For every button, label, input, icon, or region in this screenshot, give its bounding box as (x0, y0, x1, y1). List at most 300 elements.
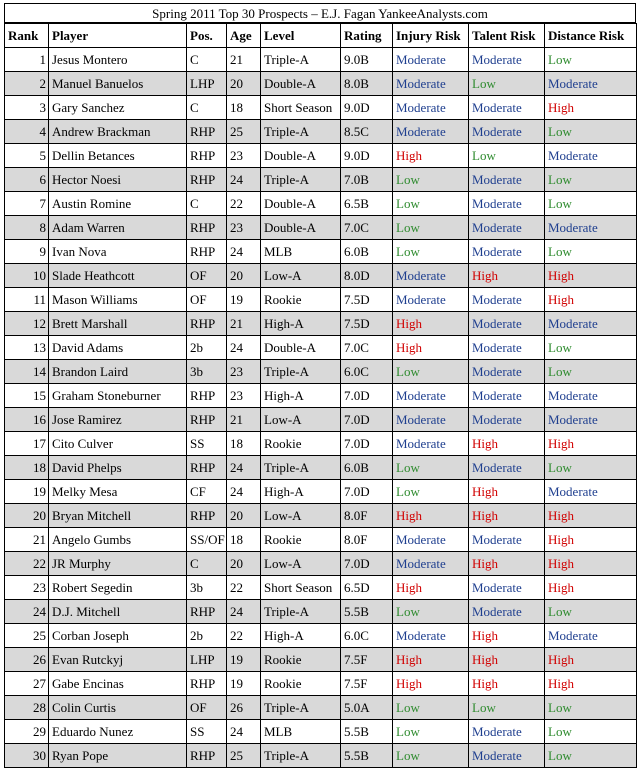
distance-risk-cell: Low (545, 720, 637, 744)
rank-cell: 21 (5, 528, 49, 552)
level-cell: High-A (261, 480, 341, 504)
rank-cell: 30 (5, 744, 49, 768)
distance-risk-cell: Low (545, 360, 637, 384)
position-cell: LHP (187, 72, 227, 96)
level-cell: Double-A (261, 192, 341, 216)
level-cell: Low-A (261, 504, 341, 528)
player-cell: Graham Stoneburner (49, 384, 187, 408)
level-cell: Low-A (261, 408, 341, 432)
position-cell: RHP (187, 672, 227, 696)
injury-risk-cell: Low (393, 360, 469, 384)
level-cell: MLB (261, 240, 341, 264)
table-row (5, 552, 637, 576)
position-cell: CF (187, 480, 227, 504)
rating-cell: 7.0D (341, 408, 393, 432)
rating-cell: 7.0C (341, 336, 393, 360)
distance-risk-cell: Low (545, 120, 637, 144)
age-cell: 20 (227, 504, 261, 528)
distance-risk-cell: High (545, 264, 637, 288)
level-cell: Short Season (261, 576, 341, 600)
age-cell: 24 (227, 720, 261, 744)
distance-risk-cell: Moderate (545, 480, 637, 504)
rating-cell: 5.5B (341, 720, 393, 744)
position-cell: LHP (187, 648, 227, 672)
player-cell: Bryan Mitchell (49, 504, 187, 528)
rank-cell: 20 (5, 504, 49, 528)
rating-cell: 5.5B (341, 744, 393, 768)
rating-cell: 7.5D (341, 288, 393, 312)
talent-risk-cell: Moderate (469, 360, 545, 384)
position-cell: 2b (187, 624, 227, 648)
table-row (5, 72, 637, 96)
position-cell: C (187, 192, 227, 216)
rating-cell: 8.0D (341, 264, 393, 288)
injury-risk-cell: Low (393, 696, 469, 720)
talent-risk-cell: Low (469, 144, 545, 168)
injury-risk-cell: Low (393, 744, 469, 768)
talent-risk-cell: Moderate (469, 288, 545, 312)
level-cell: Low-A (261, 264, 341, 288)
injury-risk-cell: High (393, 504, 469, 528)
distance-risk-cell: High (545, 432, 637, 456)
talent-risk-cell: Moderate (469, 744, 545, 768)
table-row (5, 360, 637, 384)
player-cell: Brandon Laird (49, 360, 187, 384)
rating-cell: 9.0B (341, 48, 393, 72)
player-cell: D.J. Mitchell (49, 600, 187, 624)
table-body (5, 48, 637, 768)
rating-cell: 7.0B (341, 168, 393, 192)
rating-cell: 9.0D (341, 144, 393, 168)
table-row (5, 264, 637, 288)
player-cell: Austin Romine (49, 192, 187, 216)
player-cell: David Phelps (49, 456, 187, 480)
player-cell: Angelo Gumbs (49, 528, 187, 552)
distance-risk-cell: Moderate (545, 384, 637, 408)
age-cell: 22 (227, 576, 261, 600)
level-cell: Rookie (261, 672, 341, 696)
rating-cell: 7.5F (341, 672, 393, 696)
injury-risk-cell: Low (393, 720, 469, 744)
position-cell: RHP (187, 168, 227, 192)
level-cell: Short Season (261, 96, 341, 120)
level-cell: Double-A (261, 336, 341, 360)
player-cell: Dellin Betances (49, 144, 187, 168)
age-cell: 24 (227, 600, 261, 624)
distance-risk-cell: Moderate (545, 72, 637, 96)
rating-cell: 7.0C (341, 216, 393, 240)
distance-risk-cell: High (545, 96, 637, 120)
rank-cell: 29 (5, 720, 49, 744)
position-cell: C (187, 48, 227, 72)
header-age: Age (227, 24, 261, 48)
level-cell: Double-A (261, 216, 341, 240)
distance-risk-cell: High (545, 288, 637, 312)
level-cell: Rookie (261, 432, 341, 456)
table-row (5, 216, 637, 240)
position-cell: SS (187, 432, 227, 456)
age-cell: 24 (227, 480, 261, 504)
talent-risk-cell: High (469, 672, 545, 696)
rank-cell: 4 (5, 120, 49, 144)
position-cell: OF (187, 288, 227, 312)
position-cell: RHP (187, 312, 227, 336)
age-cell: 20 (227, 264, 261, 288)
distance-risk-cell: High (545, 576, 637, 600)
rank-cell: 6 (5, 168, 49, 192)
player-cell: Robert Segedin (49, 576, 187, 600)
header-player: Player (49, 24, 187, 48)
position-cell: 3b (187, 576, 227, 600)
rank-cell: 10 (5, 264, 49, 288)
table-row (5, 144, 637, 168)
injury-risk-cell: Moderate (393, 72, 469, 96)
level-cell: Triple-A (261, 696, 341, 720)
table-row (5, 720, 637, 744)
header-level: Level (261, 24, 341, 48)
level-cell: Rookie (261, 648, 341, 672)
injury-risk-cell: Moderate (393, 432, 469, 456)
injury-risk-cell: Low (393, 240, 469, 264)
header-rank: Rank (5, 24, 49, 48)
rank-cell: 3 (5, 96, 49, 120)
injury-risk-cell: Moderate (393, 96, 469, 120)
rating-cell: 7.0D (341, 432, 393, 456)
talent-risk-cell: Moderate (469, 408, 545, 432)
rank-cell: 9 (5, 240, 49, 264)
age-cell: 22 (227, 192, 261, 216)
level-cell: Triple-A (261, 456, 341, 480)
table-row (5, 480, 637, 504)
player-cell: Jesus Montero (49, 48, 187, 72)
rank-cell: 7 (5, 192, 49, 216)
level-cell: Triple-A (261, 600, 341, 624)
sheet-title: Spring 2011 Top 30 Prospects – E.J. Fagan YankeeAnalysts.com (4, 3, 636, 23)
position-cell: C (187, 96, 227, 120)
level-cell: MLB (261, 720, 341, 744)
header-injury-risk: Injury Risk (393, 24, 469, 48)
rank-cell: 11 (5, 288, 49, 312)
injury-risk-cell: Low (393, 600, 469, 624)
distance-risk-cell: Low (545, 192, 637, 216)
table-row (5, 648, 637, 672)
rank-cell: 12 (5, 312, 49, 336)
rating-cell: 6.5B (341, 192, 393, 216)
position-cell: RHP (187, 216, 227, 240)
age-cell: 24 (227, 168, 261, 192)
age-cell: 18 (227, 96, 261, 120)
injury-risk-cell: Moderate (393, 408, 469, 432)
rank-cell: 14 (5, 360, 49, 384)
talent-risk-cell: High (469, 264, 545, 288)
table-row (5, 624, 637, 648)
position-cell: RHP (187, 744, 227, 768)
talent-risk-cell: Moderate (469, 48, 545, 72)
distance-risk-cell: High (545, 648, 637, 672)
player-cell: Ivan Nova (49, 240, 187, 264)
injury-risk-cell: High (393, 672, 469, 696)
talent-risk-cell: High (469, 552, 545, 576)
distance-risk-cell: Moderate (545, 216, 637, 240)
table-row (5, 192, 637, 216)
injury-risk-cell: Moderate (393, 552, 469, 576)
table-row (5, 528, 637, 552)
player-cell: Cito Culver (49, 432, 187, 456)
table-row (5, 456, 637, 480)
age-cell: 23 (227, 144, 261, 168)
age-cell: 19 (227, 672, 261, 696)
rank-cell: 22 (5, 552, 49, 576)
talent-risk-cell: High (469, 648, 545, 672)
rating-cell: 7.5D (341, 312, 393, 336)
level-cell: Triple-A (261, 168, 341, 192)
player-cell: Hector Noesi (49, 168, 187, 192)
level-cell: High-A (261, 624, 341, 648)
player-cell: Adam Warren (49, 216, 187, 240)
age-cell: 23 (227, 360, 261, 384)
position-cell: 2b (187, 336, 227, 360)
level-cell: Low-A (261, 552, 341, 576)
rank-cell: 27 (5, 672, 49, 696)
rating-cell: 9.0D (341, 96, 393, 120)
distance-risk-cell: Low (545, 168, 637, 192)
rank-cell: 8 (5, 216, 49, 240)
distance-risk-cell: Low (545, 48, 637, 72)
position-cell: RHP (187, 504, 227, 528)
table-row (5, 96, 637, 120)
player-cell: Evan Rutckyj (49, 648, 187, 672)
position-cell: RHP (187, 600, 227, 624)
table-row (5, 120, 637, 144)
injury-risk-cell: High (393, 648, 469, 672)
player-cell: Colin Curtis (49, 696, 187, 720)
position-cell: RHP (187, 456, 227, 480)
table-row (5, 240, 637, 264)
age-cell: 25 (227, 744, 261, 768)
player-cell: Corban Joseph (49, 624, 187, 648)
player-cell: JR Murphy (49, 552, 187, 576)
distance-risk-cell: Moderate (545, 408, 637, 432)
rank-cell: 13 (5, 336, 49, 360)
talent-risk-cell: Moderate (469, 600, 545, 624)
player-cell: Jose Ramirez (49, 408, 187, 432)
talent-risk-cell: Moderate (469, 216, 545, 240)
rating-cell: 5.5B (341, 600, 393, 624)
distance-risk-cell: Low (545, 696, 637, 720)
level-cell: Double-A (261, 72, 341, 96)
talent-risk-cell: Moderate (469, 312, 545, 336)
injury-risk-cell: High (393, 576, 469, 600)
position-cell: 3b (187, 360, 227, 384)
age-cell: 20 (227, 552, 261, 576)
injury-risk-cell: Moderate (393, 384, 469, 408)
header-distance-risk: Distance Risk (545, 24, 637, 48)
player-cell: Slade Heathcott (49, 264, 187, 288)
rating-cell: 6.0B (341, 240, 393, 264)
player-cell: Melky Mesa (49, 480, 187, 504)
age-cell: 23 (227, 384, 261, 408)
table-row (5, 288, 637, 312)
rank-cell: 15 (5, 384, 49, 408)
position-cell: RHP (187, 408, 227, 432)
position-cell: C (187, 552, 227, 576)
injury-risk-cell: High (393, 336, 469, 360)
injury-risk-cell: Low (393, 456, 469, 480)
talent-risk-cell: Low (469, 696, 545, 720)
rank-cell: 19 (5, 480, 49, 504)
level-cell: Triple-A (261, 744, 341, 768)
talent-risk-cell: Moderate (469, 456, 545, 480)
age-cell: 21 (227, 48, 261, 72)
rating-cell: 8.0F (341, 528, 393, 552)
distance-risk-cell: Moderate (545, 144, 637, 168)
player-cell: Manuel Banuelos (49, 72, 187, 96)
table-row (5, 48, 637, 72)
injury-risk-cell: Low (393, 216, 469, 240)
player-cell: Ryan Pope (49, 744, 187, 768)
rank-cell: 1 (5, 48, 49, 72)
age-cell: 21 (227, 312, 261, 336)
rating-cell: 6.0C (341, 624, 393, 648)
rank-cell: 17 (5, 432, 49, 456)
table-row (5, 504, 637, 528)
player-cell: Andrew Brackman (49, 120, 187, 144)
level-cell: High-A (261, 384, 341, 408)
age-cell: 20 (227, 72, 261, 96)
prospects-sheet (4, 3, 636, 768)
position-cell: OF (187, 696, 227, 720)
injury-risk-cell: Moderate (393, 624, 469, 648)
level-cell: High-A (261, 312, 341, 336)
injury-risk-cell: Low (393, 480, 469, 504)
rating-cell: 6.0B (341, 456, 393, 480)
talent-risk-cell: Moderate (469, 720, 545, 744)
level-cell: Triple-A (261, 48, 341, 72)
talent-risk-cell: Moderate (469, 168, 545, 192)
table-row (5, 168, 637, 192)
table-row (5, 432, 637, 456)
position-cell: RHP (187, 384, 227, 408)
player-cell: Mason Williams (49, 288, 187, 312)
position-cell: SS/OF (187, 528, 227, 552)
talent-risk-cell: High (469, 432, 545, 456)
position-cell: SS (187, 720, 227, 744)
distance-risk-cell: Moderate (545, 624, 637, 648)
rating-cell: 8.0B (341, 72, 393, 96)
rank-cell: 18 (5, 456, 49, 480)
talent-risk-cell: Moderate (469, 240, 545, 264)
player-cell: Gary Sanchez (49, 96, 187, 120)
injury-risk-cell: High (393, 312, 469, 336)
talent-risk-cell: Moderate (469, 576, 545, 600)
age-cell: 23 (227, 216, 261, 240)
position-cell: RHP (187, 144, 227, 168)
rating-cell: 6.5D (341, 576, 393, 600)
prospects-table (4, 23, 637, 768)
talent-risk-cell: Moderate (469, 96, 545, 120)
talent-risk-cell: Moderate (469, 120, 545, 144)
talent-risk-cell: High (469, 480, 545, 504)
talent-risk-cell: Moderate (469, 384, 545, 408)
talent-risk-cell: Low (469, 72, 545, 96)
age-cell: 24 (227, 456, 261, 480)
player-cell: Eduardo Nunez (49, 720, 187, 744)
age-cell: 18 (227, 432, 261, 456)
distance-risk-cell: High (545, 672, 637, 696)
header-talent-risk: Talent Risk (469, 24, 545, 48)
injury-risk-cell: Moderate (393, 264, 469, 288)
level-cell: Rookie (261, 528, 341, 552)
injury-risk-cell: High (393, 144, 469, 168)
distance-risk-cell: High (545, 528, 637, 552)
rating-cell: 7.5F (341, 648, 393, 672)
player-cell: Gabe Encinas (49, 672, 187, 696)
rating-cell: 8.5C (341, 120, 393, 144)
age-cell: 19 (227, 648, 261, 672)
position-cell: RHP (187, 120, 227, 144)
player-cell: Brett Marshall (49, 312, 187, 336)
distance-risk-cell: Low (545, 336, 637, 360)
distance-risk-cell: Low (545, 456, 637, 480)
table-row (5, 576, 637, 600)
age-cell: 26 (227, 696, 261, 720)
talent-risk-cell: Moderate (469, 192, 545, 216)
distance-risk-cell: Moderate (545, 312, 637, 336)
table-row (5, 408, 637, 432)
injury-risk-cell: Moderate (393, 48, 469, 72)
age-cell: 24 (227, 240, 261, 264)
rating-cell: 8.0F (341, 504, 393, 528)
level-cell: Double-A (261, 144, 341, 168)
level-cell: Rookie (261, 288, 341, 312)
level-cell: Triple-A (261, 120, 341, 144)
distance-risk-cell: High (545, 552, 637, 576)
talent-risk-cell: Moderate (469, 336, 545, 360)
table-row (5, 312, 637, 336)
distance-risk-cell: Low (545, 744, 637, 768)
position-cell: OF (187, 264, 227, 288)
talent-risk-cell: High (469, 504, 545, 528)
talent-risk-cell: High (469, 624, 545, 648)
table-row (5, 696, 637, 720)
header-row (5, 24, 637, 48)
age-cell: 24 (227, 336, 261, 360)
age-cell: 21 (227, 408, 261, 432)
injury-risk-cell: Low (393, 168, 469, 192)
header-position: Pos. (187, 24, 227, 48)
talent-risk-cell: Moderate (469, 528, 545, 552)
rank-cell: 24 (5, 600, 49, 624)
rank-cell: 2 (5, 72, 49, 96)
rating-cell: 7.0D (341, 552, 393, 576)
position-cell: RHP (187, 240, 227, 264)
injury-risk-cell: Moderate (393, 288, 469, 312)
table-row (5, 744, 637, 768)
table-row (5, 336, 637, 360)
distance-risk-cell: Low (545, 240, 637, 264)
rank-cell: 26 (5, 648, 49, 672)
injury-risk-cell: Moderate (393, 120, 469, 144)
age-cell: 25 (227, 120, 261, 144)
table-row (5, 384, 637, 408)
distance-risk-cell: High (545, 504, 637, 528)
rank-cell: 16 (5, 408, 49, 432)
rank-cell: 23 (5, 576, 49, 600)
age-cell: 22 (227, 624, 261, 648)
age-cell: 18 (227, 528, 261, 552)
rating-cell: 5.0A (341, 696, 393, 720)
age-cell: 19 (227, 288, 261, 312)
